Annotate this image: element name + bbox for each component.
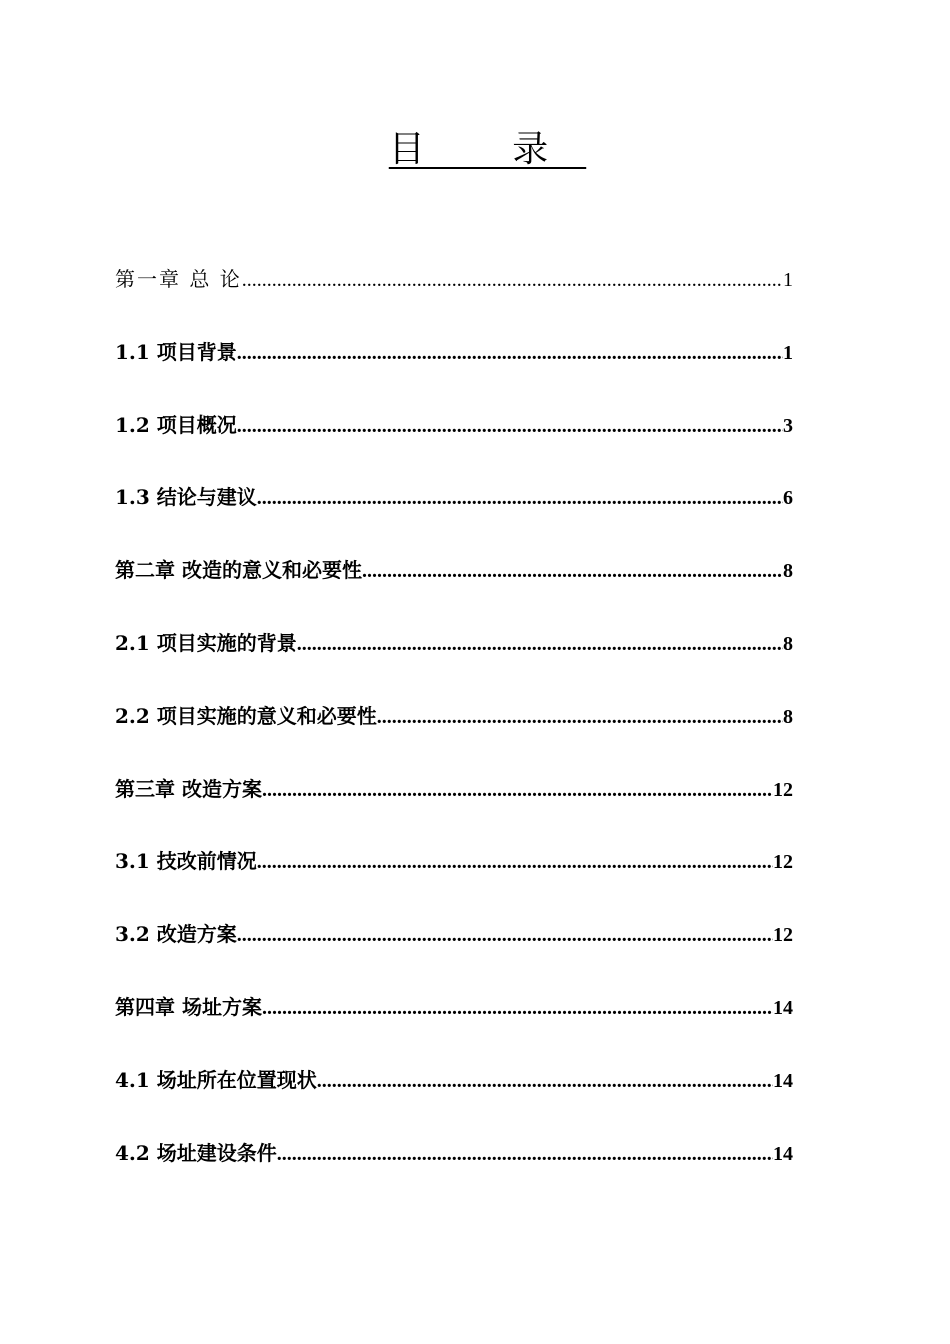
toc-title: 目 录 [388,129,587,170]
toc-entry[interactable] [115,914,793,987]
toc-dot-leader [262,988,773,1028]
toc-entry[interactable] [115,987,793,1060]
toc-dot-leader [297,624,783,664]
toc-entry[interactable] [115,405,793,478]
toc-entry-label: 第三章 改造方案 [115,776,262,801]
toc-dot-leader [237,406,783,446]
toc-entry-label: 第一章 总 论 [115,267,242,291]
toc-entry-page: 12 [773,851,793,874]
toc-entry[interactable] [115,259,793,332]
toc-entry-label: 4.2 场址建设条件 [115,1140,277,1165]
toc-entry-page: 14 [773,996,793,1019]
toc-entry-page: 8 [783,705,793,728]
toc-entry-label: 第二章 改造的意义和必要性 [115,558,362,583]
toc-entry-label: 1.1 项目背景 [115,339,237,364]
toc-list [115,259,793,1205]
toc-entry-page: 3 [783,414,793,437]
toc-entry-label: 2.2 项目实施的意义和必要性 [115,703,377,728]
toc-entry[interactable] [115,1133,793,1206]
toc-dot-leader [377,697,783,737]
toc-entry[interactable] [115,1060,793,1133]
toc-entry[interactable] [115,477,793,550]
toc-dot-leader [362,551,783,591]
toc-entry-label: 第四章 场址方案 [115,994,262,1019]
toc-entry-label: 3.2 改造方案 [115,922,237,947]
toc-entry-label: 1.3 结论与建议 [115,485,257,510]
toc-entry-page: 14 [773,1142,793,1165]
toc-entry-page: 6 [783,487,793,510]
toc-entry[interactable] [115,623,793,696]
toc-entry[interactable] [115,841,793,914]
toc-entry-page: 1 [783,341,793,364]
toc-entry-page: 8 [783,632,793,655]
toc-entry-page: 12 [773,778,793,801]
toc-dot-leader [237,915,773,955]
toc-entry-label: 1.2 项目概况 [115,412,237,437]
toc-dot-leader [277,1134,773,1174]
toc-entry-label: 2.1 项目实施的背景 [115,630,297,655]
toc-dot-leader [257,842,773,882]
toc-dot-leader [257,478,783,518]
toc-entry-page: 1 [783,269,793,291]
toc-entry[interactable] [115,550,793,623]
toc-dot-leader [242,260,783,300]
toc-entry-page: 12 [773,924,793,947]
toc-entry-page: 8 [783,560,793,583]
toc-dot-leader [237,333,783,373]
toc-entry[interactable] [115,696,793,769]
toc-entry-label: 4.1 场址所在位置现状 [115,1067,317,1092]
toc-dot-leader [317,1061,773,1101]
toc-entry[interactable] [115,769,793,842]
toc-entry-page: 14 [773,1069,793,1092]
toc-entry-label: 3.1 技改前情况 [115,849,257,874]
toc-dot-leader [262,770,773,810]
toc-entry[interactable] [115,332,793,405]
